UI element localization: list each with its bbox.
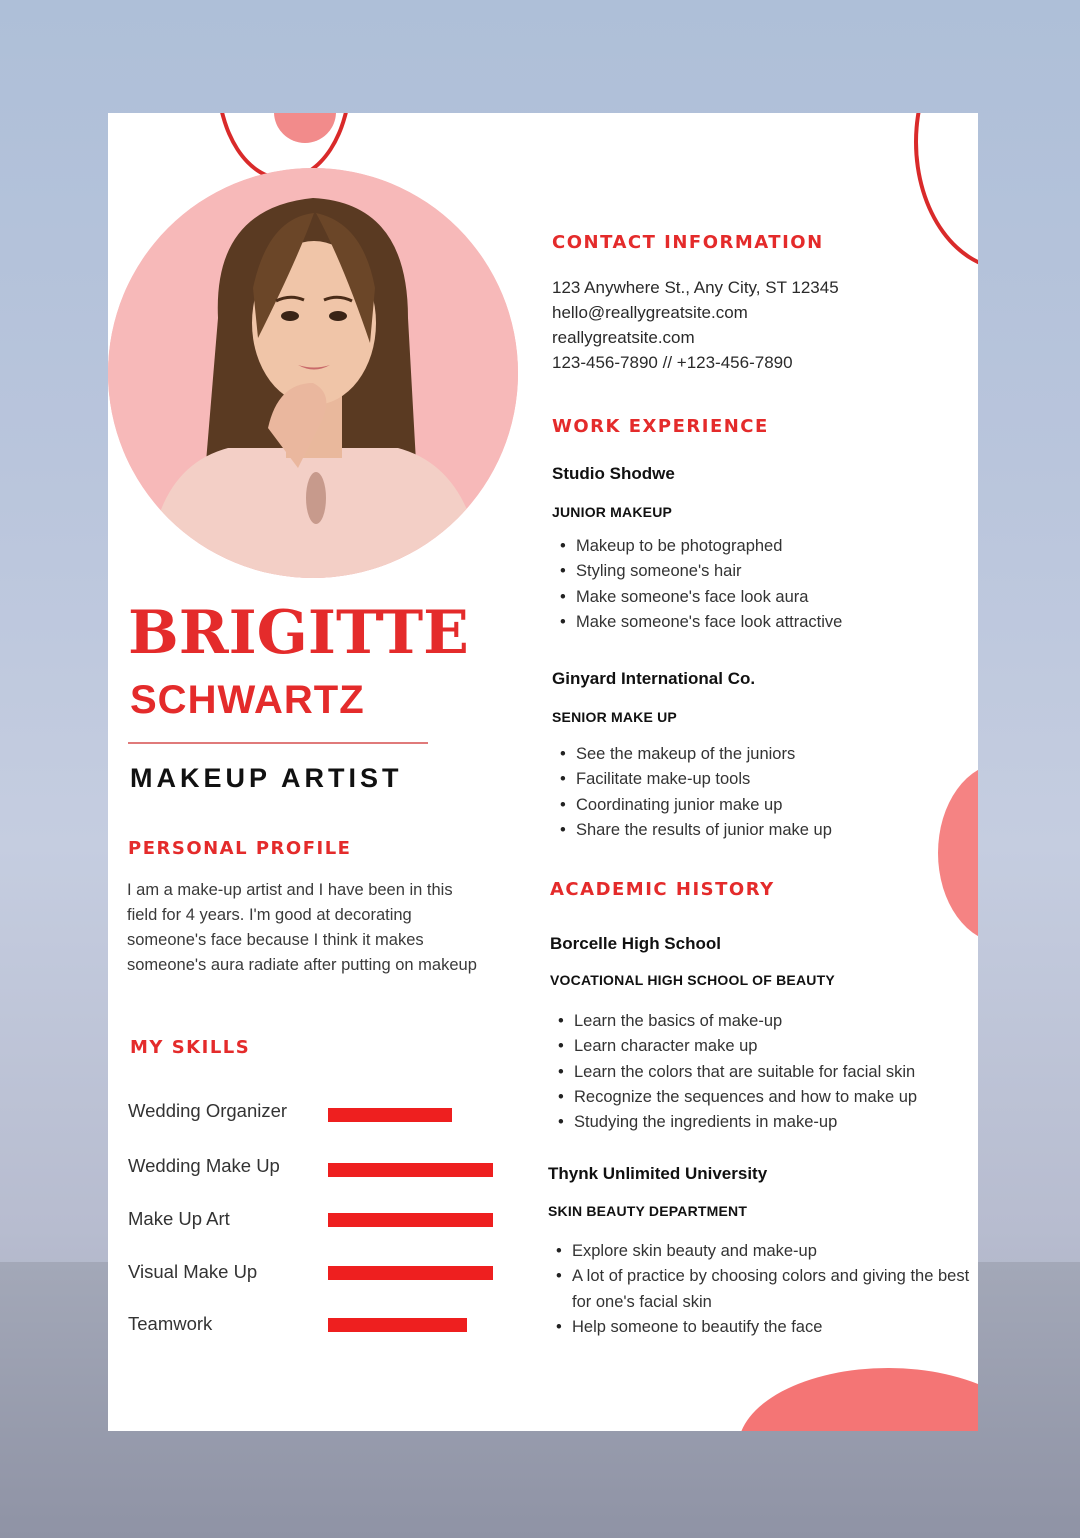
- skill-bar: [328, 1213, 493, 1227]
- job-role: SENIOR MAKE UP: [552, 709, 677, 725]
- list-item: • Make someone's face look aura: [556, 585, 842, 610]
- list-item: • Learn character make up: [554, 1034, 917, 1059]
- school-program: SKIN BEAUTY DEPARTMENT: [548, 1203, 748, 1219]
- skill-bar: [328, 1163, 493, 1177]
- school-program: VOCATIONAL HIGH SCHOOL OF BEAUTY: [550, 972, 835, 988]
- list-item: • Recognize the sequences and how to make up: [554, 1085, 917, 1110]
- decor-ring: [914, 113, 978, 271]
- list-item: • Facilitate make-up tools: [556, 767, 832, 792]
- skill-label: Visual Make Up: [128, 1261, 258, 1282]
- skill-bar: [328, 1108, 452, 1122]
- skill-label: Make Up Art: [128, 1208, 230, 1229]
- contact-address: 123 Anywhere St., Any City, ST 12345: [552, 278, 839, 297]
- divider: [128, 742, 428, 744]
- skills-heading: MY SKILLS: [130, 1037, 251, 1058]
- resume-page: [108, 113, 978, 1431]
- list-item: • A lot of practice by choosing colors and giving the best for one's facial skin: [552, 1264, 972, 1315]
- last-name: SCHWARTZ: [130, 678, 365, 722]
- school-name: Borcelle High School: [550, 934, 721, 953]
- job-duties: [556, 534, 842, 635]
- company-name: Studio Shodwe: [552, 464, 675, 483]
- list-item: • Learn the basics of make-up: [554, 1009, 917, 1034]
- company-name: Ginyard International Co.: [552, 669, 756, 688]
- decor-disc: [938, 763, 978, 943]
- school-topics: [554, 1009, 917, 1135]
- skill-bar: [328, 1318, 467, 1332]
- list-item: • Styling someone's hair: [556, 559, 842, 584]
- skill-label: Teamwork: [128, 1313, 213, 1334]
- contact-phone: 123-456-7890 // +123-456-7890: [552, 353, 793, 372]
- school-topics: [552, 1239, 972, 1340]
- contact-website: reallygreatsite.com: [552, 328, 695, 347]
- school-name: Thynk Unlimited University: [548, 1164, 768, 1183]
- list-item: • Explore skin beauty and make-up: [552, 1239, 972, 1264]
- contact-heading: CONTACT INFORMATION: [552, 232, 824, 253]
- list-item: • See the makeup of the juniors: [556, 742, 832, 767]
- list-item: • Help someone to beautify the face: [552, 1315, 972, 1340]
- first-name: BRIGITTE: [128, 598, 469, 668]
- job-duties: [556, 742, 832, 843]
- list-item: • Share the results of junior make up: [556, 818, 832, 843]
- list-item: • Coordinating junior make up: [556, 793, 832, 818]
- job-title: MAKEUP ARTIST: [130, 763, 403, 793]
- list-item: • Studying the ingredients in make-up: [554, 1110, 917, 1135]
- profile-text: I am a make-up artist and I have been in this field for 4 years. I'm good at decorating someone's face because I think it makes someone's aura radiate after putting on makeup: [127, 881, 477, 974]
- skill-label: Wedding Make Up: [128, 1155, 280, 1176]
- list-item: • Makeup to be photographed: [556, 534, 842, 559]
- academic-heading: ACADEMIC HISTORY: [550, 879, 775, 900]
- contact-details: [552, 275, 839, 375]
- list-item: • Make someone's face look attractive: [556, 610, 842, 635]
- skill-bar: [328, 1266, 493, 1280]
- decor-disc: [738, 1368, 978, 1431]
- skill-label: Wedding Organizer: [128, 1100, 288, 1121]
- portrait-photo: [108, 168, 518, 578]
- contact-email: hello@reallygreatsite.com: [552, 303, 748, 322]
- profile-heading: PERSONAL PROFILE: [128, 838, 352, 859]
- work-heading: WORK EXPERIENCE: [552, 416, 769, 437]
- job-role: JUNIOR MAKEUP: [552, 504, 673, 520]
- list-item: • Learn the colors that are suitable for facial skin: [554, 1060, 917, 1085]
